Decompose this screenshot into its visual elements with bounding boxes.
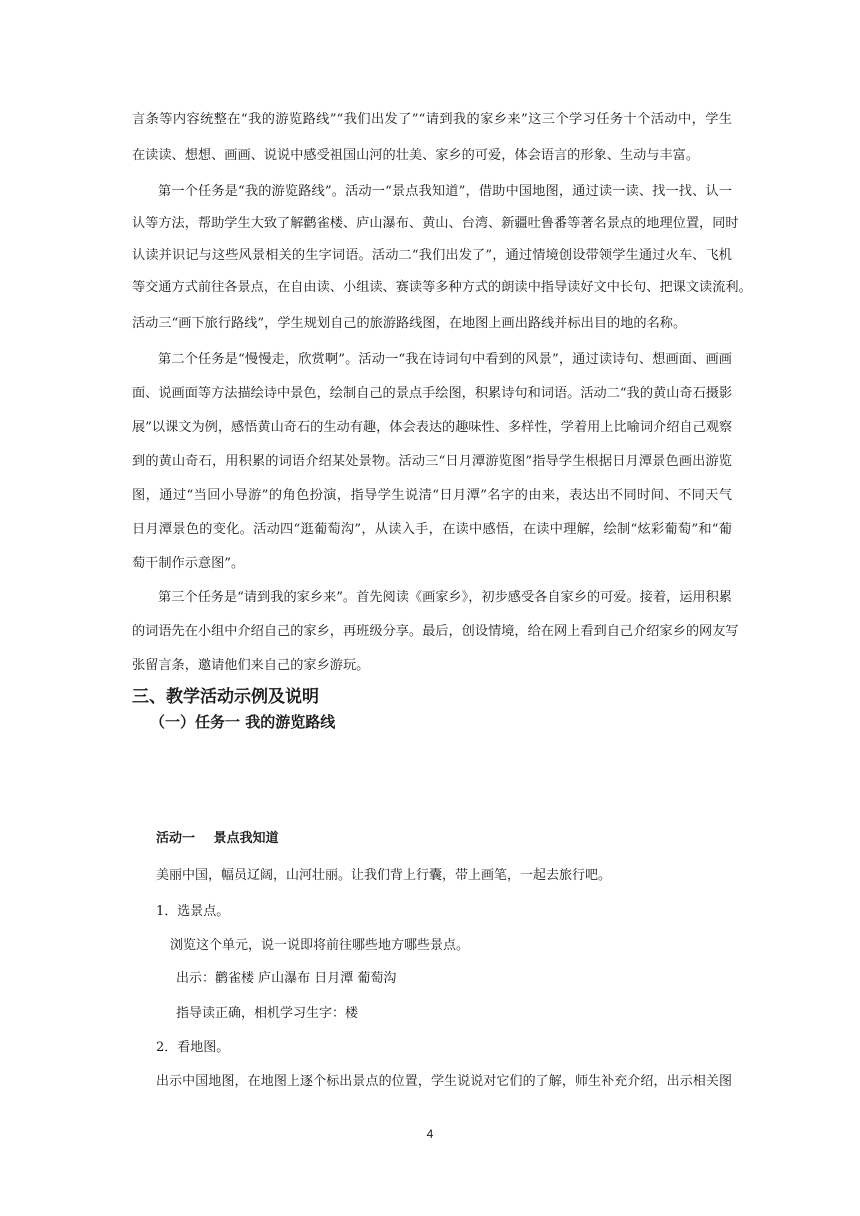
page-number: 4 bbox=[426, 1127, 434, 1141]
body-line: 活动三“画下旅行路线”，学生规划自己的旅游路线图，在地图上画出路线并标出目的地的名称。 bbox=[132, 316, 687, 331]
activity-line: 1．选景点。 bbox=[156, 904, 230, 919]
body-line: 第三个任务是“请到我的家乡来”。首先阅读《画家乡》，初步感受各自家乡的可爱。接着，运用积累 bbox=[158, 590, 732, 605]
body-line: 到的黄山奇石，用积累的词语介绍某处景物。活动三“日月潭游览图”指导学生根据日月潭景色画出游览 bbox=[132, 454, 732, 469]
body-line: 第一个任务是“我的游览路线”。活动一“景点我知道”，借助中国地图，通过读一读、找一找、认一 bbox=[158, 184, 732, 199]
body-line: 萄干制作示意图”。 bbox=[132, 556, 245, 571]
body-line: 在读读、想想、画画、说说中感受祖国山河的壮美、家乡的可爱，体会语言的形象、生动与丰富。 bbox=[132, 148, 700, 163]
body-line: 言条等内容统整在“我的游览路线”“我们出发了”“请到我的家乡来”这三个学习任务十个活动中，学生 bbox=[132, 112, 732, 127]
body-line: 面、说画面等方法描绘诗中景色，绘制自己的景点手绘图，积累诗句和词语。活动二“我的黄山奇石摄影 bbox=[132, 386, 733, 401]
activity-line: 浏览这个单元，说一说即将前往哪些地方哪些景点。 bbox=[170, 938, 470, 953]
body-line: 图，通过“当回小导游”的角色扮演，指导学生说清“日月潭”名字的由来，表达出不同时间、不同天气 bbox=[132, 488, 732, 503]
section-heading: 三、教学活动示例及说明 bbox=[132, 687, 319, 707]
activity-line: 出示：鹳雀楼 庐山瀑布 日月潭 葡萄沟 bbox=[176, 971, 397, 986]
body-line: 等交通方式前往各景点，在自由读、小组读、赛读等多种方式的朗读中指导读好文中长句、把课文读流利。 bbox=[132, 280, 752, 295]
activity-title: 活动一 景点我知道 bbox=[156, 831, 279, 846]
activity-line: 2．看地图。 bbox=[156, 1040, 230, 1055]
body-line: 日月潭景色的变化。活动四“逛葡萄沟”，从读入手，在读中感悟，在读中理解，绘制“炫彩葡萄”和“葡 bbox=[132, 522, 732, 537]
body-line: 认等方法，帮助学生大致了解鹳雀楼、庐山瀑布、黄山、台湾、新疆吐鲁番等著名景点的地理位置，同时 bbox=[132, 216, 739, 231]
activity-line: 美丽中国，幅员辽阔，山河壮丽。让我们背上行囊，带上画笔，一起去旅行吧。 bbox=[156, 868, 612, 883]
body-line: 张留言条，邀请他们来自己的家乡游玩。 bbox=[132, 658, 370, 673]
activity-line: 指导读正确，相机学习生字：楼 bbox=[176, 1006, 359, 1021]
body-line: 的词语先在小组中介绍自己的家乡，再班级分享。最后，创设情境，给在网上看到自己介绍家乡的网友写 bbox=[132, 624, 739, 639]
body-line: 第二个任务是“慢慢走，欣赏啊”。活动一“我在诗词句中看到的风景”，通过读诗句、想画面、画画 bbox=[158, 352, 732, 367]
body-line: 认读并识记与这些风景相关的生字词语。活动二“我们出发了”，通过情境创设带领学生通过火车、飞机 bbox=[132, 248, 732, 263]
body-line: 展”以课文为例，感悟黄山奇石的生动有趣，体会表达的趣味性、多样性，学着用上比喻词介绍自己观察 bbox=[132, 420, 733, 435]
subsection-heading: （一）任务一 我的游览路线 bbox=[150, 713, 336, 731]
activity-line: 出示中国地图，在地图上逐个标出景点的位置，学生说说对它们的了解，师生补充介绍，出示相关图 bbox=[156, 1074, 732, 1089]
